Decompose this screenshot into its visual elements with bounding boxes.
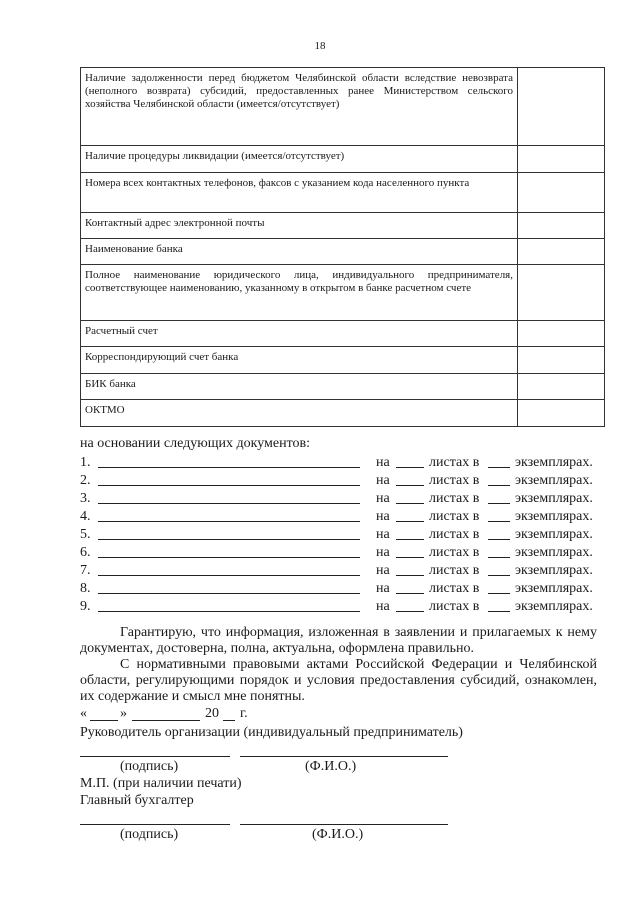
accountant-name-caption: (Ф.И.О.) [312, 827, 364, 842]
document-row [80, 598, 597, 615]
copies-label: экземплярах. [515, 527, 593, 542]
date-close-quote: » [120, 706, 127, 721]
date-year-field[interactable] [223, 720, 235, 721]
row-value-cell[interactable] [518, 265, 605, 321]
copies-label: экземплярах. [515, 509, 593, 524]
on-label: на [376, 473, 390, 488]
date-year-suffix: г. [240, 706, 248, 721]
document-number: 8. [80, 581, 91, 596]
copies-label: экземплярах. [515, 455, 593, 470]
sheets-count-field[interactable] [396, 593, 424, 594]
sheets-count-field[interactable] [396, 539, 424, 540]
on-label: на [376, 527, 390, 542]
row-value-cell[interactable] [518, 347, 605, 374]
row-label: Полное наименование юридического лица, индивидуального предпринимателя, соответствующее наименованию, указанному в открытом в банке расчетном счете [81, 265, 518, 321]
on-label: на [376, 455, 390, 470]
copies-count-field[interactable] [488, 521, 510, 522]
stamp-note: М.П. (при наличии печати) [80, 776, 242, 791]
sheets-label: листах в [429, 563, 480, 578]
row-label: Наименование банка [81, 239, 518, 265]
copies-label: экземплярах. [515, 491, 593, 506]
accountant-name-field[interactable] [240, 824, 448, 825]
sheets-count-field[interactable] [396, 611, 424, 612]
document-name-field[interactable] [98, 485, 360, 486]
on-label: на [376, 563, 390, 578]
copies-count-field[interactable] [488, 611, 510, 612]
date-day-field[interactable] [90, 720, 118, 721]
sheets-count-field[interactable] [396, 485, 424, 486]
on-label: на [376, 599, 390, 614]
date-year-prefix: 20 [205, 706, 219, 721]
document-row [80, 454, 597, 471]
sheets-label: листах в [429, 455, 480, 470]
row-value-cell[interactable] [518, 239, 605, 265]
head-title: Руководитель организации (индивидуальный предприниматель) [80, 725, 463, 740]
row-label: Контактный адрес электронной почты [81, 213, 518, 239]
table-row [81, 68, 605, 146]
row-value-cell[interactable] [518, 68, 605, 146]
copies-label: экземплярах. [515, 473, 593, 488]
table-row [81, 374, 605, 400]
table-row [81, 321, 605, 347]
accountant-signature-caption: (подпись) [120, 827, 179, 842]
sheets-count-field[interactable] [396, 521, 424, 522]
accountant-title: Главный бухгалтер [80, 793, 194, 808]
date-month-field[interactable] [132, 720, 200, 721]
sheets-count-field[interactable] [396, 557, 424, 558]
document-name-field[interactable] [98, 611, 360, 612]
sheets-label: листах в [429, 545, 480, 560]
table-row [81, 239, 605, 265]
on-label: на [376, 509, 390, 524]
sheets-label: листах в [429, 581, 480, 596]
copies-label: экземплярах. [515, 563, 593, 578]
copies-count-field[interactable] [488, 557, 510, 558]
document-name-field[interactable] [98, 557, 360, 558]
row-label: Расчетный счет [81, 321, 518, 347]
guarantee-paragraph: Гарантирую, что информация, изложенная в заявлении и прилагаемых к нему документах, достоверна, полна, актуальна, оформлена правильно. [80, 625, 597, 656]
document-number: 5. [80, 527, 91, 542]
date-open-quote: « [80, 706, 87, 721]
row-label: Номера всех контактных телефонов, факсов с указанием кода населенного пункта [81, 173, 518, 213]
head-signature-field[interactable] [80, 756, 230, 757]
head-signature-caption: (подпись) [120, 759, 179, 774]
row-value-cell[interactable] [518, 146, 605, 173]
document-name-field[interactable] [98, 539, 360, 540]
copies-label: экземплярах. [515, 545, 593, 560]
row-label: Корреспондирующий счет банка [81, 347, 518, 374]
document-name-field[interactable] [98, 593, 360, 594]
document-number: 9. [80, 599, 91, 614]
document-row [80, 526, 597, 543]
sheets-count-field[interactable] [396, 503, 424, 504]
table-row [81, 146, 605, 173]
head-name-caption: (Ф.И.О.) [305, 759, 357, 774]
document-number: 4. [80, 509, 91, 524]
on-label: на [376, 491, 390, 506]
copies-count-field[interactable] [488, 539, 510, 540]
table-row [81, 265, 605, 321]
row-label: Наличие процедуры ликвидации (имеется/отсутствует) [81, 146, 518, 173]
sheets-count-field[interactable] [396, 575, 424, 576]
table-row [81, 213, 605, 239]
documents-title: на основании следующих документов: [80, 436, 311, 451]
document-row [80, 580, 597, 597]
sheets-label: листах в [429, 527, 480, 542]
row-label: БИК банка [81, 374, 518, 400]
row-value-cell[interactable] [518, 213, 605, 239]
document-number: 1. [80, 455, 91, 470]
applicant-info-table [80, 67, 605, 427]
document-row [80, 544, 597, 561]
row-value-cell[interactable] [518, 321, 605, 347]
sheets-count-field[interactable] [396, 467, 424, 468]
document-row [80, 472, 597, 489]
document-number: 6. [80, 545, 91, 560]
head-name-field[interactable] [240, 756, 448, 757]
document-name-field[interactable] [98, 575, 360, 576]
row-value-cell[interactable] [518, 374, 605, 400]
copies-count-field[interactable] [488, 593, 510, 594]
copies-count-field[interactable] [488, 575, 510, 576]
sheets-label: листах в [429, 491, 480, 506]
page-number: 18 [314, 40, 326, 52]
document-name-field[interactable] [98, 521, 360, 522]
sheets-label: листах в [429, 599, 480, 614]
copies-label: экземплярах. [515, 599, 593, 614]
row-label: Наличие задолженности перед бюджетом Челябинской области вследствие невозврата (неполного возврата) субсидий, предоставленных ранее Министерством сельского хозяйства Челябинской области (имеется/отсутствует) [81, 68, 518, 146]
copies-count-field[interactable] [488, 503, 510, 504]
document-row [80, 562, 597, 579]
document-row [80, 490, 597, 507]
acquaintance-paragraph: С нормативными правовыми актами Российской Федерации и Челябинской области, регулирующими порядок и условия предоставления субсидий, ознакомлен, их содержание и смысл мне понятны. [80, 657, 597, 704]
on-label: на [376, 581, 390, 596]
table-row [81, 347, 605, 374]
document-number: 3. [80, 491, 91, 506]
document-row [80, 508, 597, 525]
sheets-label: листах в [429, 473, 480, 488]
row-label: ОКТМО [81, 400, 518, 427]
document-number: 2. [80, 473, 91, 488]
copies-label: экземплярах. [515, 581, 593, 596]
document-number: 7. [80, 563, 91, 578]
document-name-field[interactable] [98, 467, 360, 468]
copies-count-field[interactable] [488, 467, 510, 468]
row-value-cell[interactable] [518, 173, 605, 213]
on-label: на [376, 545, 390, 560]
table-row [81, 173, 605, 213]
document-name-field[interactable] [98, 503, 360, 504]
sheets-label: листах в [429, 509, 480, 524]
accountant-signature-field[interactable] [80, 824, 230, 825]
table-row [81, 400, 605, 427]
copies-count-field[interactable] [488, 485, 510, 486]
row-value-cell[interactable] [518, 400, 605, 427]
